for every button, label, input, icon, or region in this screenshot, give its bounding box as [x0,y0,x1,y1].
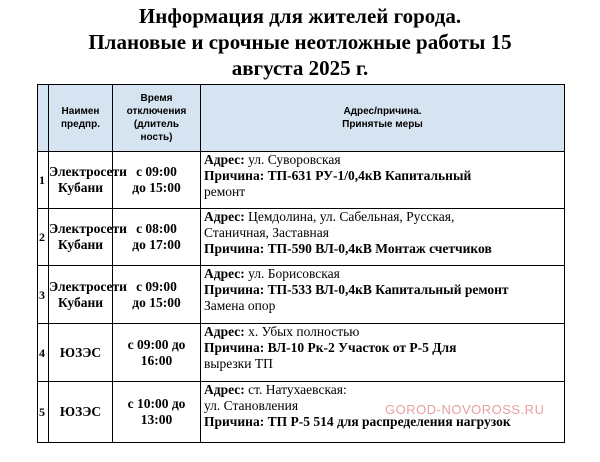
reason-line: Причина: ТП-631 РУ-1/0,4кВ Капитальный [204,168,472,183]
row-outage-time [113,324,201,382]
header-time [113,85,201,152]
time-line: до 15:00 [132,180,181,195]
time-line: до 15:00 [132,294,181,310]
header-time-line: (длитель [133,119,180,130]
address-line [204,382,564,398]
org-line: Электросети [49,278,127,294]
row-number: 5 [38,382,49,443]
address-line [204,266,564,282]
address-value: ст. Натухаевская: [244,382,347,397]
header-addr [201,85,565,152]
reason-line: вырезки ТП [204,356,273,371]
header-org-line: Наимен [61,106,100,117]
reason-line: Причина: ВЛ-10 Рк-2 Участок от Р-5 Для [204,340,457,355]
reason-line: ул. Становления [204,398,299,413]
header-org-line: предпр. [61,119,100,130]
watermark: GOROD-NOVOROSS.RU [385,402,545,417]
time-line: с 09:00 [136,278,177,294]
header-org [49,85,113,152]
address-line [204,209,564,225]
reason-line: Причина: ТП-590 ВЛ-0,4кВ Монтаж счетчиков [204,241,492,256]
header-addr-line: Принятые меры [342,119,423,130]
header-num [38,85,49,152]
address-line [204,324,564,340]
title-line-1: Информация для жителей города. [138,4,462,28]
time-line: с 10:00 до [127,396,186,411]
org-line: Кубани [57,180,104,195]
time-line: с 09:00 [136,164,177,179]
table-row [38,152,565,209]
row-address-reason [201,266,565,324]
header-time-line: отключения [126,106,187,117]
address-label: Адрес: [204,324,245,339]
row-number: 1 [38,152,49,209]
address-value: Цемдолина, ул. Сабельная, Русская, [244,209,455,224]
time-line: с 08:00 [136,221,177,236]
row-organization [49,266,127,324]
header-time-line: Время [140,93,173,104]
time-line: 13:00 [140,412,173,427]
row-organization [49,152,127,209]
page-title [0,3,600,81]
row-address-reason [201,209,565,266]
row-organization [49,382,113,443]
org-line: Кубани [57,237,104,252]
outage-table [37,84,565,443]
time-line: с 09:00 до [127,336,186,352]
row-number: 4 [38,324,49,382]
org-line: ЮЗЭС [59,404,102,419]
table-row [38,209,565,266]
title-line-3: августа 2025 г. [231,56,369,80]
address-value: ул. Борисовская [244,266,340,281]
reason-line: Причина: ТП Р-5 514 для распределения нагрузок [204,414,511,429]
reason-line: Станичная, Заставная [204,225,329,240]
address-value: х. Убых полностью [244,324,360,339]
title-line-2: Плановые и срочные неотложные работы 15 [88,30,512,54]
row-outage-time [113,152,201,209]
reason-line: ремонт [204,184,246,199]
time-line: 16:00 [140,352,173,368]
org-line: Электросети [49,221,127,236]
reason-line: Причина: ТП-533 ВЛ-0,4кВ Капитальный ремонт [204,282,509,297]
address-label: Адрес: [204,266,245,281]
address-label: Адрес: [204,152,245,167]
org-line: Кубани [57,294,104,310]
address-label: Адрес: [204,209,245,224]
row-address-reason [201,324,565,382]
row-outage-time [113,209,201,266]
row-number: 2 [38,209,49,266]
org-line: ЮЗЭС [59,344,102,360]
header-addr-line: Адрес/причина. [343,106,422,117]
row-organization [49,209,127,266]
header-time-line: ность) [140,132,173,143]
row-outage-time [113,266,201,324]
address-label: Адрес: [204,382,245,397]
table-header-row [38,85,565,152]
org-line: Электросети [49,164,127,179]
address-value: ул. Суворовская [244,152,341,167]
row-organization [49,324,113,382]
reason-line: Замена опор [204,298,276,313]
row-number: 3 [38,266,49,324]
table-row [38,266,565,324]
row-address-reason [201,152,565,209]
time-line: до 17:00 [132,237,181,252]
row-outage-time [113,382,201,443]
address-line [204,152,564,168]
table-row [38,324,565,382]
